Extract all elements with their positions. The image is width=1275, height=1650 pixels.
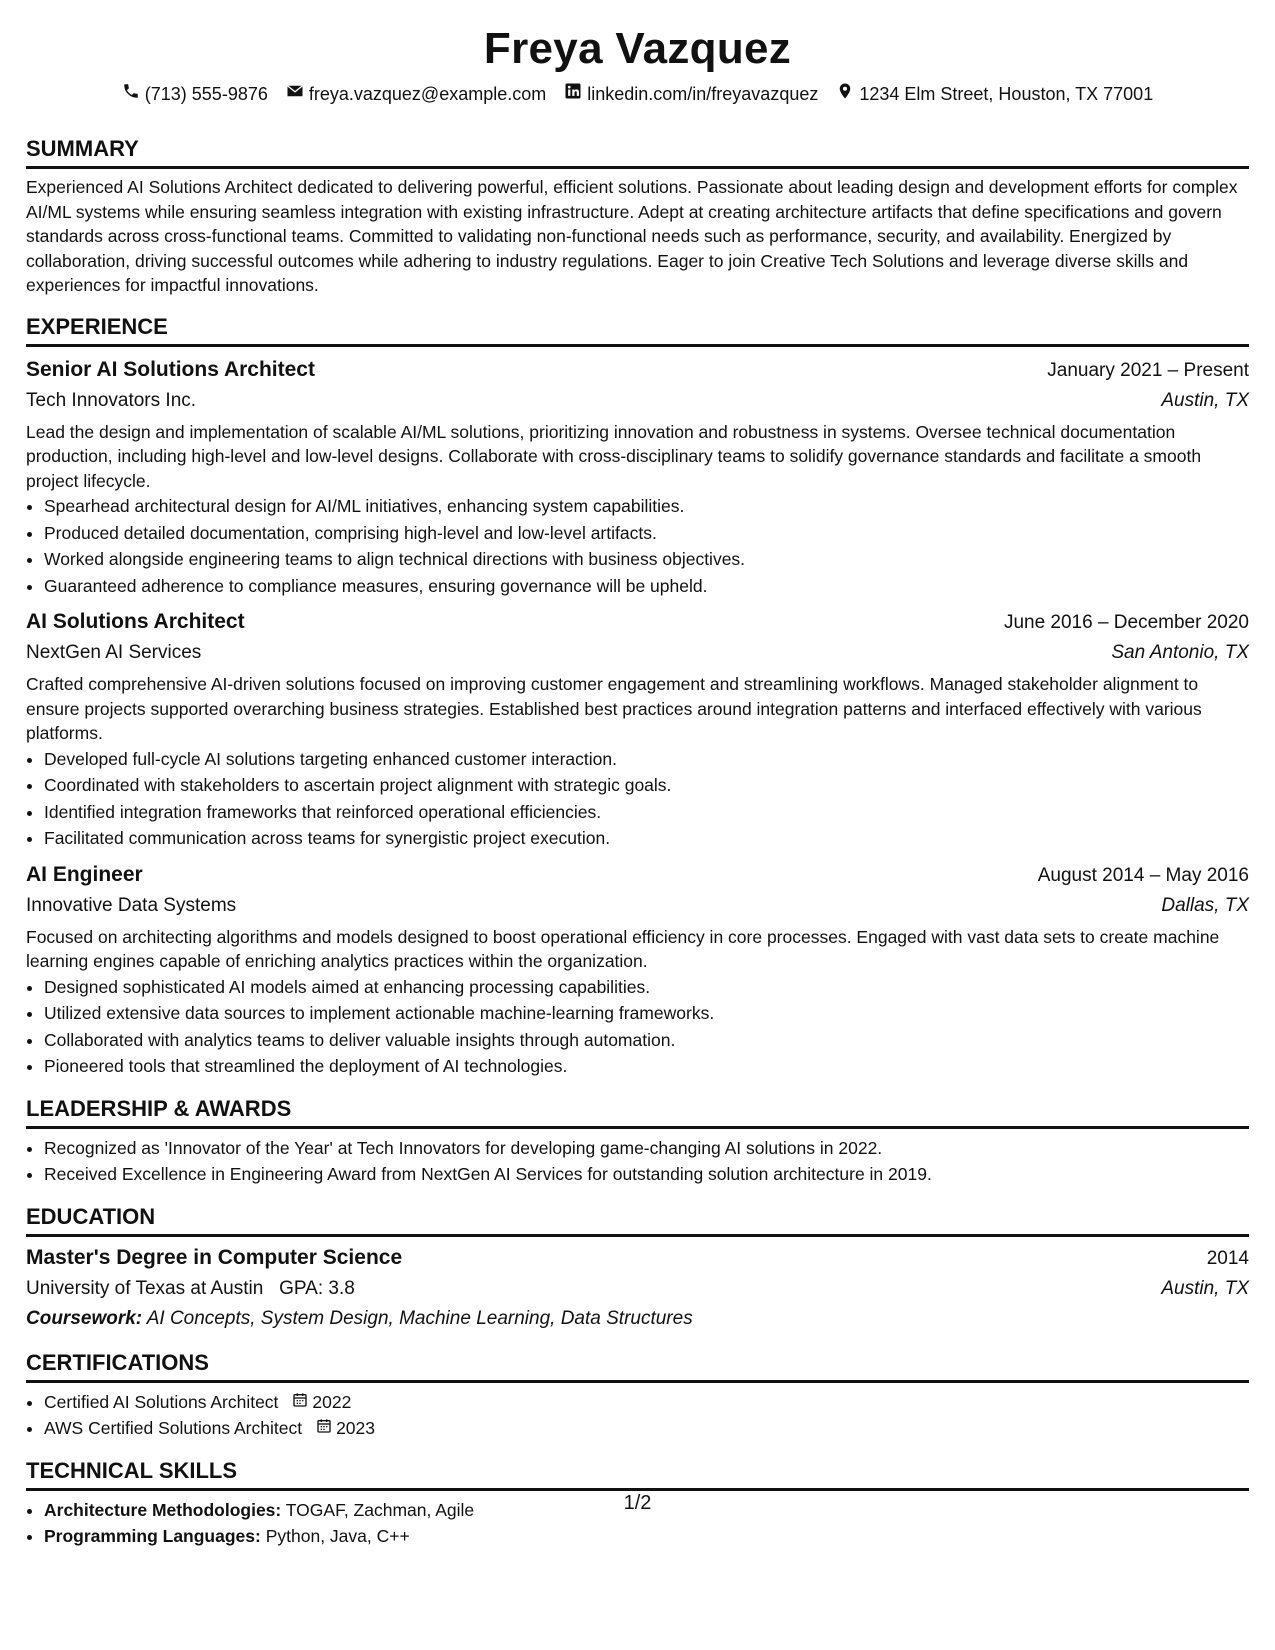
job-location: Dallas, TX <box>1161 894 1249 916</box>
job-dates: August 2014 – May 2016 <box>1037 864 1249 886</box>
skill-label: Architecture Methodologies: <box>44 1499 282 1520</box>
section-title: EXPERIENCE <box>26 312 1249 347</box>
list-item: • Coordinated with stakeholders to ascertain project alignment with strategic goals. <box>44 772 1249 799</box>
job-bullets <box>26 493 1249 599</box>
cert-year: 2023 <box>336 1418 376 1438</box>
calendar-icon <box>278 1389 312 1416</box>
section-title: SUMMARY <box>26 134 1249 169</box>
list-item <box>44 1389 1249 1416</box>
job-entry <box>26 860 1249 1080</box>
envelope-icon <box>286 82 304 106</box>
job-title: AI Engineer <box>26 862 143 886</box>
job-entry <box>26 355 1249 600</box>
cert-year: 2022 <box>312 1391 352 1412</box>
job-bullets <box>26 974 1249 1080</box>
address-text: 1234 Elm Street, Houston, TX 77001 <box>859 84 1154 104</box>
section-title: CERTIFICATIONS <box>26 1348 1249 1383</box>
degree-title: Master's Degree in Computer Science <box>26 1245 403 1269</box>
company-name: NextGen AI Services <box>26 642 202 663</box>
contact-bar <box>26 82 1249 106</box>
list-item <box>44 1523 1249 1550</box>
email-text: freya.vazquez@example.com <box>308 84 547 104</box>
list-item: • Guaranteed adherence to compliance measures, ensuring governance will be upheld. <box>44 573 1249 600</box>
list-item: • Collaborated with analytics teams to deliver valuable insights through automation. <box>44 1027 1249 1054</box>
job-description: Focused on architecting algorithms and models designed to boost operational efficiency in core processes. Engaged with vast data sets to create machine learning engines capable of enriching analytics practices within the organization. <box>26 926 1220 971</box>
cert-list <box>26 1389 1249 1442</box>
job-dates: January 2021 – Present <box>1047 359 1249 381</box>
job-description: Crafted comprehensive AI-driven solutions focused on improving customer engagement and streamlining workflows. Managed stakeholder alignment to ensure projects supported overarching business strategies. Established best practices around integration patterns and interfaced effectively with various platforms. <box>26 674 1202 743</box>
linkedin-text: linkedin.com/in/freyavazquez <box>587 84 819 104</box>
list-item: • Facilitated communication across teams for synergistic project execution. <box>44 825 1249 852</box>
job-description: Lead the design and implementation of scalable AI/ML solutions, prioritizing innovation and robustness in systems. Oversee technical documentation production, including high-level and low-level designs. Collaborate with cross-disciplinary teams to solidify governance standards and facilitate a smooth project lifecycle. <box>26 421 1202 491</box>
school-location: Austin, TX <box>1161 1277 1249 1299</box>
coursework <box>26 1304 1249 1334</box>
map-pin-icon <box>836 82 854 106</box>
summary-section <box>26 134 1249 298</box>
coursework-label: Coursework: <box>26 1307 143 1329</box>
calendar-icon <box>302 1415 336 1442</box>
awards-list <box>26 1135 1249 1188</box>
job-dates: June 2016 – December 2020 <box>1003 612 1249 633</box>
list-item: • Pioneered tools that streamlined the deployment of AI technologies. <box>44 1053 1249 1080</box>
list-item: • Worked alongside engineering teams to align technical directions with business objectives. <box>44 546 1249 573</box>
page-number: 1/2 <box>623 1492 652 1514</box>
gpa: GPA: 3.8 <box>279 1277 355 1299</box>
list-item: • Received Excellence in Engineering Award from NextGen AI Services for outstanding solution architecture in 2019. <box>44 1161 1249 1188</box>
list-item: • Developed full-cycle AI solutions targeting enhanced customer interaction. <box>44 746 1249 773</box>
phone-icon <box>122 82 140 106</box>
certifications-section <box>26 1348 1249 1442</box>
company-name: Tech Innovators Inc. <box>26 389 197 411</box>
job-title: Senior AI Solutions Architect <box>26 357 315 381</box>
education-section <box>26 1202 1249 1334</box>
linkedin-icon <box>564 82 582 106</box>
list-item: • Recognized as 'Innovator of the Year' at Tech Innovators for developing game-changing AI solutions in 2022. <box>44 1135 1249 1162</box>
list-item <box>44 1415 1249 1442</box>
list-item: • Produced detailed documentation, comprising high-level and low-level artifacts. <box>44 520 1249 547</box>
list-item: • Designed sophisticated AI models aimed at enhancing processing capabilities. <box>44 974 1249 1001</box>
graduation-year: 2014 <box>1206 1247 1249 1269</box>
job-entry <box>26 607 1249 852</box>
candidate-name: Freya Vazquez <box>483 24 792 73</box>
job-title: AI Solutions Architect <box>26 610 245 633</box>
contact-linkedin[interactable] <box>564 82 818 106</box>
section-title: LEADERSHIP & AWARDS <box>26 1094 1249 1129</box>
experience-section <box>26 312 1249 1080</box>
list-item: • Identified integration frameworks that reinforced operational efficiencies. <box>44 799 1249 826</box>
school-name: University of Texas at Austin <box>26 1277 264 1299</box>
section-title: TECHNICAL SKILLS <box>26 1456 1249 1491</box>
job-bullets <box>26 746 1249 852</box>
company-name: Innovative Data Systems <box>26 894 237 916</box>
cert-name: • AWS Certified Solutions Architect <box>44 1418 303 1438</box>
list-item: • Spearhead architectural design for AI/ML initiatives, enhancing system capabilities. <box>44 493 1249 520</box>
contact-address <box>836 82 1153 106</box>
section-title: EDUCATION <box>26 1202 1249 1237</box>
skill-label: Programming Languages: <box>44 1526 261 1546</box>
job-location: San Antonio, TX <box>1111 642 1249 663</box>
skill-value: Python, Java, C++ <box>265 1526 410 1546</box>
contact-phone[interactable] <box>122 82 268 106</box>
cert-name: • Certified AI Solutions Architect <box>44 1391 279 1412</box>
contact-email[interactable] <box>286 82 546 106</box>
phone-text: (713) 555-9876 <box>144 84 268 104</box>
list-item: • Utilized extensive data sources to implement actionable machine-learning frameworks. <box>44 1000 1249 1027</box>
coursework-list: AI Concepts, System Design, Machine Learning, Data Structures <box>146 1307 693 1329</box>
summary-text: Experienced AI Solutions Architect dedicated to delivering powerful, efficient solutions. Passionate about leading design and development efforts for complex AI/ML systems while ensuring seamless integration with existing infrastructure. Adept at creating architecture artifacts that define specifications and govern standards across cross-functional teams. Committed to validating non-functional needs such as performance, security, and availability. Energized by collaboration, driving successful outcomes while adhering to industry regulations. Eager to join Creative Tech Solutions and leverage diverse skills and experiences for impactful innovations. <box>26 177 1238 295</box>
job-location: Austin, TX <box>1161 389 1249 411</box>
skill-value: TOGAF, Zachman, Agile <box>285 1499 475 1520</box>
leadership-section <box>26 1094 1249 1188</box>
resume-page <box>26 0 1249 1550</box>
